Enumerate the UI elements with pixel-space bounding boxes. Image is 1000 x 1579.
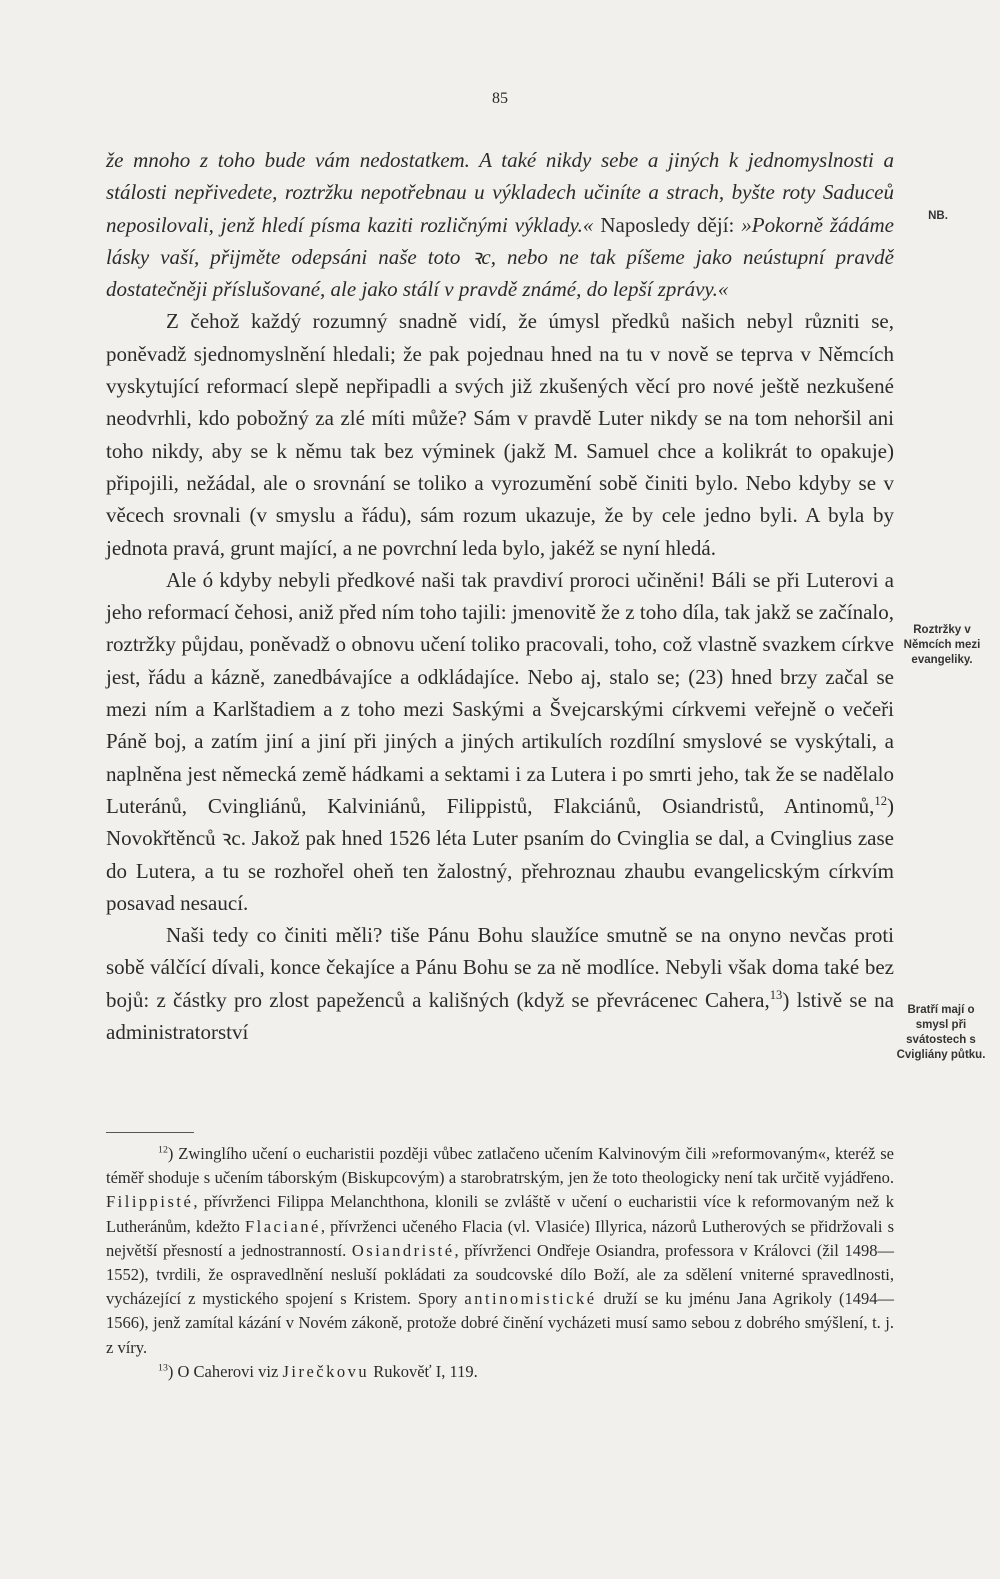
footnote-ref-13: 13 <box>769 987 783 1002</box>
paragraph-2: Z čehož každý rozumný snadně vidí, že úmysl předků našich nebyl různiti se, poněvadž sjednomyslnění hledali; že pak pojednau hned na tu v nově se teprva v Němcích vyskytující reformací slepě nepřipadli a svých již zkušených věcí pro nové ještě nezkušené neodvrhli, kdo pobožný za zlé míti může? Sám v pravdě Luter nikdy se na tom nehoršil ani toho nikdy, aby se k němu tak bez výminek (jakž M. Samuel chce a kolikrát to opakuje) připojili, nežádal, ale o srovnání se toliko a vyrozumění sobě činiti bylo. Nebo kdyby se v věcech srovnali (v smyslu a řádu), sám rozum ukazuje, že by cele jedno byli. A byla by jednota pravá, grunt mající, a ne povrchní leda bylo, jakéž se nyní hledá. <box>106 309 894 560</box>
term-jireckovu: Jirečkovu <box>282 1361 370 1381</box>
footnote-12-text-d: , přívrženci Ondřeje Osiandra, professora v Královci (žil 1498—1552), tvrdili, že ospravedlnění nesluší pokládati za soudcovské dílo Boží, ale za sdělení vniterné spravedlnosti, vycházející z mystického spojení s Kristem. Spory <box>106 1240 894 1309</box>
footnote-12-text-b: , přívrženci Filippa Melanchthona, klonili se zvláště v učení o eucharistii více k reformovaným než k Lutheránům, kdežto <box>106 1192 894 1236</box>
paragraph-3-text-b: ) Novokřtěnců ꝛc. Jakož pak hned 1526 léta Luter psaním do Cvinglia se dal, a Cvinglius zase do Lutera, a tu se rozhořel oheň ten žalostný, přehroznau zhaubu evangelicským církvím posavad nesaucí. <box>106 793 894 915</box>
paragraph-3-text-a: Ale ó kdyby nebyli předkové naši tak pravdiví proroci učiněni! Báli se při Luterovi a jeho reformací čehosi, aniž před ním toho tajili: jmenovitě že z toho díla, tak jakž se začínalo, roztržky půjdau, poněvadž o obnovu učení toliko pracovali, toho, což vlastně svazkem církve jest, řádu a kázně, zanedbávajíce a odkládajíce. Nebo aj, stalo se; (23) hned brzy začal se mezi ním a Karlštadiem a z toho mezi Saskými a Švejcarskými církvemi veřejně o večeři Páně boj, a zatím jiní a jiní při jiných a jiných artikulích rozdílní smyslové se vyskýtali, a naplněna jest německá země hádkami a sektami i za Lutera i po smrti jeho, tak že se nadělalo Luteránů, Cvingliánů, Kalviniánů, Filippistů, Flakciánů, Osiandristů, Antinomů, <box>106 567 894 818</box>
footnote-divider <box>106 1132 194 1133</box>
term-filippiste: Filippisté <box>106 1192 194 1212</box>
sidenote-bratri: Bratří mají o smysl při svátostech s Cvigliány půtku. <box>896 1004 986 1061</box>
term-antinomisticke: antinomistické <box>464 1289 597 1309</box>
footnote-ref-12: 12 <box>874 793 887 808</box>
term-flaciane: Flaciané <box>244 1216 321 1236</box>
footnotes <box>106 1142 894 1384</box>
italic-quote-a: že mnoho z toho bude vám nedostatkem. A také nikdy sebe a jiných k jednomyslnosti a stálosti nepřivedete, roztržku nepotřebnau u výkladech učiníte a strach, byšte roty Saduceů neposilovali, jenž hledí písma kaziti rozličnými výklady.« <box>106 148 894 237</box>
paragraph-4-text-a: Naši tedy co činiti měli? tiše Pánu Bohu slaužíce smutně se na onyno nevčas proti sobě válčící dívali, konce čekajíce a Pánu Bohu se za ně modlíce. Nebyli však doma také bez bojů: z částky pro zlost papeženců a kališných (když se převrácenec Cahera, <box>106 923 894 1012</box>
sidenote-roztrzky: Roztržky v Němcích mezi evangeliky. <box>903 624 981 666</box>
paragraph-4-text-b: ) lstivě se na administratorství <box>106 987 894 1045</box>
paragraph-4 <box>106 919 894 1048</box>
footnote-12-text-a: ) Zwinglího učení o eucharistii později vůbec zatlačeno učením Kalvinovým čili »reformovaným«, kteréž se téměř shoduje s učením táborským (Biskupcovým) a starobratrským, jen že toto theologicky není tak určitě vyjádřeno. <box>106 1144 894 1188</box>
paragraph-1 <box>106 144 894 305</box>
footnote-13-text-a: ) O Caherovi viz <box>167 1361 283 1381</box>
footnote-12-number: 12 <box>158 1144 168 1156</box>
footnote-12-text-e: druží se ku jménu Jana Agrikoly (1494—1566), jenž zamítal kázání v Novém zákoně, protože dobré činění vycházeti musí samo sebou z dobrého smýšlení, t. j. z víry. <box>106 1289 894 1357</box>
paragraph-3 <box>106 564 894 919</box>
page-number: 85 <box>492 90 508 107</box>
footnote-12 <box>106 1142 894 1360</box>
main-text <box>106 144 894 1048</box>
paragraph-1-text: Naposledy dějí: <box>593 212 742 237</box>
footnote-13-text-b: Rukověť I, 119. <box>369 1361 478 1381</box>
footnote-13-number: 13 <box>158 1362 168 1374</box>
italic-quote-b: »Pokorně žádáme lásky vaší, přijměte odepsáni naše toto ꝛc, nebo ne tak píšeme jako neústupní pravdě dostatečněji příslušované, ale jako stálí v pravdě známé, do lepší zprávy.« <box>106 212 894 302</box>
term-osiandriste: Osiandristé <box>351 1240 455 1260</box>
sidenote-nb: NB. <box>928 210 948 222</box>
footnote-13 <box>106 1360 894 1384</box>
footnote-12-text-c: , přívrženci učeného Flacia (vl. Vlasiće) Illyrica, názorů Lutherových se přidržovali s největší přesností a jednostranností. <box>106 1216 894 1260</box>
